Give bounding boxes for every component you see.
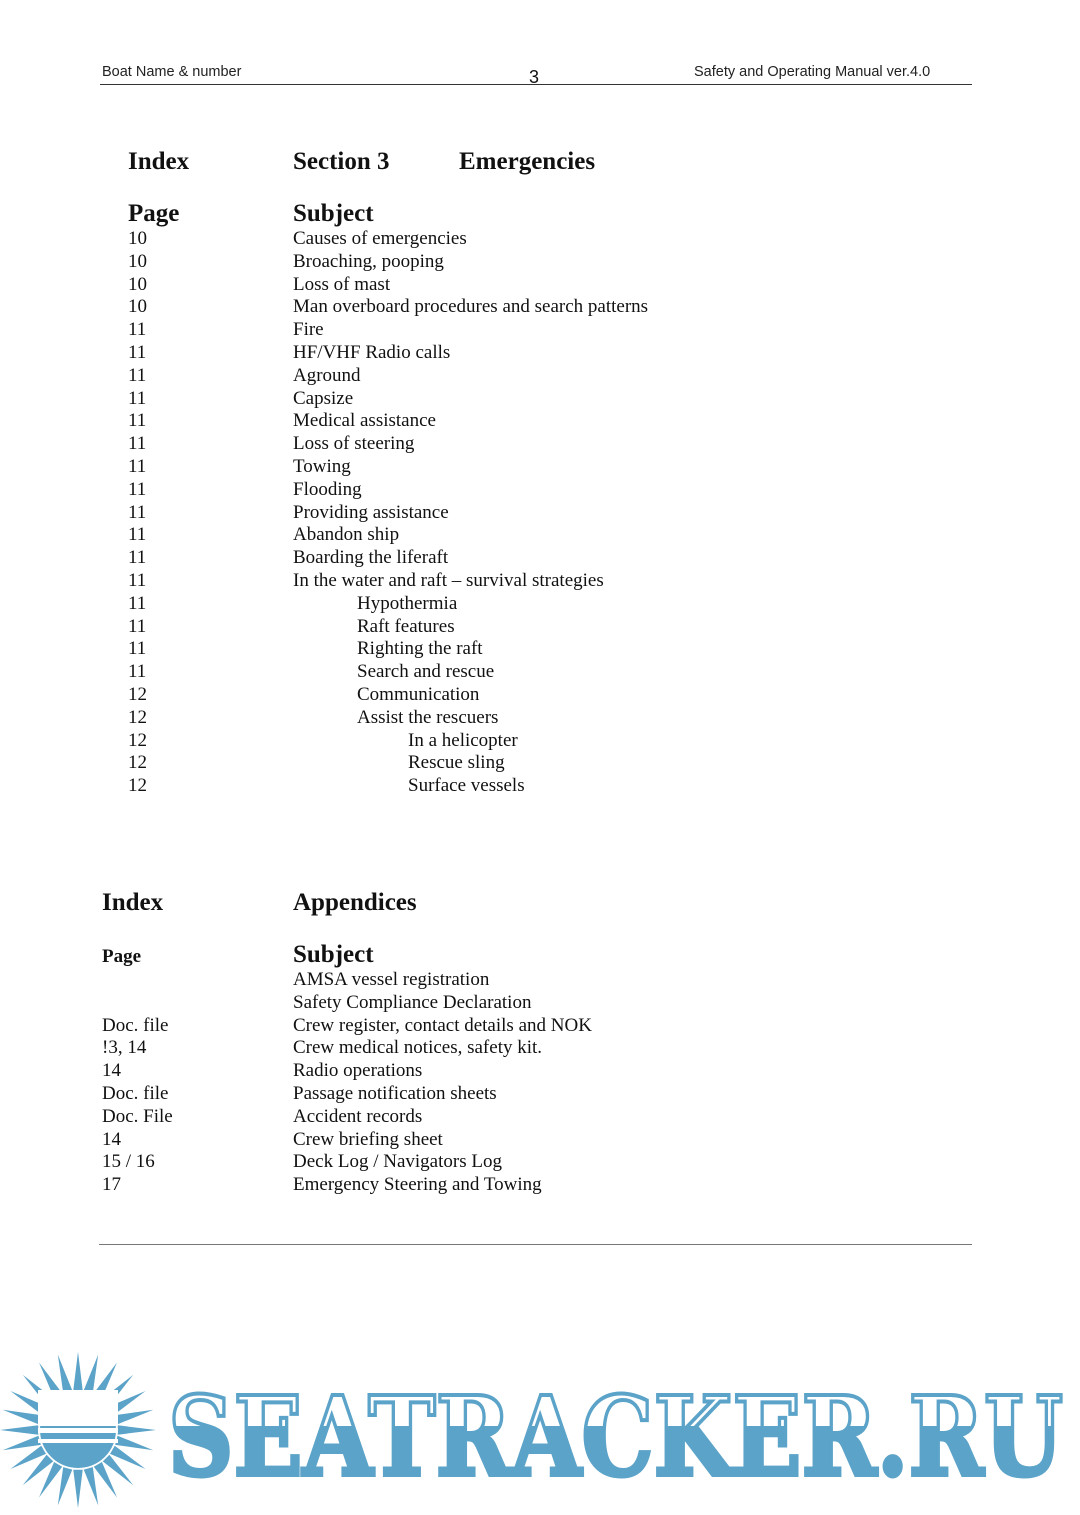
toc-subject: AMSA vessel registration xyxy=(293,969,490,990)
appendices-index-label: Index xyxy=(102,889,164,916)
toc-page-number: 11 xyxy=(128,501,147,523)
appendices-title: Appendices xyxy=(293,889,417,916)
toc-subject: Abandon ship xyxy=(293,524,400,546)
appendices-page-column-header: Page xyxy=(102,946,142,967)
toc-page-number: 15 / 16 xyxy=(102,1151,155,1173)
watermark-text: SEATRACKER.RU xyxy=(168,1372,1063,1501)
toc-page-number: 11 xyxy=(128,433,147,455)
toc-subject: Loss of steering xyxy=(293,433,415,455)
toc-page-number: 10 xyxy=(128,296,147,318)
section3-toc-list xyxy=(0,228,1080,798)
toc-subject: Crew medical notices, safety kit. xyxy=(293,1037,543,1059)
toc-page-number: Doc. file xyxy=(102,1014,169,1036)
toc-subject: Crew register, contact details and NOK xyxy=(293,1014,592,1036)
section3-toc-row xyxy=(0,616,1080,639)
bottom-rule xyxy=(99,1244,972,1245)
section3-toc-row xyxy=(0,388,1080,411)
section3-toc-row xyxy=(0,547,1080,570)
toc-subject: Man overboard procedures and search patterns xyxy=(293,296,649,318)
sun-ray xyxy=(3,1436,41,1450)
appendices-toc-row xyxy=(0,1106,1080,1129)
appendices-toc-row xyxy=(0,1174,1080,1197)
section3-toc-row xyxy=(0,661,1080,684)
toc-page-number: 11 xyxy=(128,569,147,591)
toc-subject: Rescue sling xyxy=(408,752,505,774)
section3-page-column-header: Page xyxy=(128,200,180,227)
toc-subject: Capsize xyxy=(293,387,354,409)
toc-subject: Flooding xyxy=(293,478,362,500)
toc-subject: Righting the raft xyxy=(357,638,483,660)
section3-toc-row xyxy=(0,752,1080,775)
appendices-toc-row xyxy=(0,1151,1080,1174)
toc-subject: Radio operations xyxy=(293,1060,423,1082)
toc-subject: Communication xyxy=(357,683,480,705)
section3-title: Emergencies xyxy=(459,148,596,175)
sun-ray xyxy=(118,1425,156,1434)
toc-subject: Emergency Steering and Towing xyxy=(293,1174,542,1196)
section3-toc-row xyxy=(0,638,1080,661)
toc-page-number: 17 xyxy=(102,1174,121,1196)
section3-subject-column-header: Subject xyxy=(293,200,374,227)
header-manual-title: Safety and Operating Manual ver.4.0 xyxy=(694,64,931,80)
toc-subject: Accident records xyxy=(293,1105,423,1127)
toc-page-number: 11 xyxy=(128,592,147,614)
toc-subject: Boarding the liferaft xyxy=(293,547,449,569)
toc-page-number: !3, 14 xyxy=(102,1037,147,1059)
toc-page-number: 11 xyxy=(128,615,147,637)
toc-page-number: 10 xyxy=(128,228,147,249)
appendices-toc-row xyxy=(0,969,1080,992)
toc-page-number: 11 xyxy=(128,387,147,409)
header-page-number: 3 xyxy=(529,67,540,87)
header-rule xyxy=(100,84,972,85)
toc-subject: Crew briefing sheet xyxy=(293,1128,443,1150)
sun-ray xyxy=(73,1470,82,1508)
section3-toc-row xyxy=(0,684,1080,707)
toc-subject: Deck Log / Navigators Log xyxy=(293,1151,502,1173)
toc-page-number: 12 xyxy=(128,683,147,705)
sun-ray xyxy=(84,1467,98,1505)
toc-subject: Surface vessels xyxy=(408,775,525,797)
toc-subject: Assist the rescuers xyxy=(357,706,499,728)
appendices-toc-row xyxy=(0,1037,1080,1060)
section3-toc-row xyxy=(0,775,1080,798)
toc-subject: Passage notification sheets xyxy=(293,1082,497,1104)
toc-page-number: 11 xyxy=(128,455,147,477)
section3-toc-row xyxy=(0,707,1080,730)
seatracker-logo xyxy=(0,1350,1080,1515)
toc-page-number: Doc. File xyxy=(102,1105,173,1127)
sun-ray xyxy=(115,1410,153,1424)
section3-number: Section 3 xyxy=(293,148,390,175)
toc-page-number: 10 xyxy=(128,250,147,272)
toc-page-number: 12 xyxy=(128,752,147,774)
sun-ray xyxy=(0,1425,38,1434)
toc-page-number: 11 xyxy=(128,478,147,500)
toc-page-number: 11 xyxy=(128,319,147,341)
toc-page-number: 11 xyxy=(128,410,147,432)
toc-page-number: 11 xyxy=(128,547,147,569)
toc-subject: Providing assistance xyxy=(293,501,449,523)
sun-ray xyxy=(58,1355,72,1393)
toc-subject: Safety Compliance Declaration xyxy=(293,991,532,1013)
section3-toc-row xyxy=(0,593,1080,616)
sun-ray xyxy=(3,1410,41,1424)
section3-toc-row xyxy=(0,730,1080,753)
toc-page-number: 12 xyxy=(128,775,147,797)
toc-page-number: 11 xyxy=(128,364,147,386)
toc-page-number: 11 xyxy=(128,661,147,683)
section3-toc-row xyxy=(0,433,1080,456)
toc-subject: Raft features xyxy=(357,615,455,637)
section3-toc-row xyxy=(0,296,1080,319)
sun-ray xyxy=(73,1352,82,1390)
toc-subject: Broaching, pooping xyxy=(293,250,444,272)
toc-subject: In a helicopter xyxy=(408,729,518,751)
toc-subject: Towing xyxy=(293,455,351,477)
toc-page-number: 11 xyxy=(128,638,147,660)
appendices-toc-row xyxy=(0,1129,1080,1152)
toc-page-number: 12 xyxy=(128,706,147,728)
section3-toc-row xyxy=(0,228,1080,251)
section3-toc-row xyxy=(0,479,1080,502)
appendices-toc-list xyxy=(0,969,1080,1197)
appendices-toc-row xyxy=(0,992,1080,1015)
section3-toc-row xyxy=(0,274,1080,297)
section3-index-label: Index xyxy=(128,148,190,175)
toc-page-number: 12 xyxy=(128,729,147,751)
section3-toc-row xyxy=(0,410,1080,433)
sun-ray xyxy=(58,1467,72,1505)
toc-page-number: Doc. file xyxy=(102,1082,169,1104)
header-boat-name: Boat Name & number xyxy=(102,64,242,80)
toc-page-number: 14 xyxy=(102,1128,121,1150)
toc-page-number: 10 xyxy=(128,273,147,295)
toc-subject: Hypothermia xyxy=(357,592,458,614)
toc-page-number: 11 xyxy=(128,524,147,546)
section3-toc-row xyxy=(0,524,1080,547)
appendices-toc-row xyxy=(0,1060,1080,1083)
sun-icon xyxy=(0,1352,156,1508)
toc-subject: Search and rescue xyxy=(357,661,495,683)
toc-page-number: 11 xyxy=(128,341,147,363)
appendices-toc-row xyxy=(0,1083,1080,1106)
appendices-toc-row xyxy=(0,1015,1080,1038)
sun-ray xyxy=(115,1436,153,1450)
section3-toc-row xyxy=(0,319,1080,342)
section3-toc-row xyxy=(0,342,1080,365)
appendices-subject-column-header: Subject xyxy=(293,941,374,968)
toc-page-number: 14 xyxy=(102,1060,121,1082)
toc-subject: Fire xyxy=(293,319,324,341)
section3-toc-row xyxy=(0,365,1080,388)
toc-subject: Medical assistance xyxy=(293,410,436,432)
sun-ray xyxy=(84,1355,98,1393)
section3-toc-row xyxy=(0,251,1080,274)
section3-toc-row xyxy=(0,570,1080,593)
section3-toc-row xyxy=(0,502,1080,525)
section3-toc-row xyxy=(0,456,1080,479)
toc-subject: Causes of emergencies xyxy=(293,228,467,249)
toc-subject: In the water and raft – survival strategies xyxy=(293,569,604,591)
toc-subject: Loss of mast xyxy=(293,273,391,295)
toc-subject: HF/VHF Radio calls xyxy=(293,341,451,363)
toc-subject: Aground xyxy=(293,364,361,386)
